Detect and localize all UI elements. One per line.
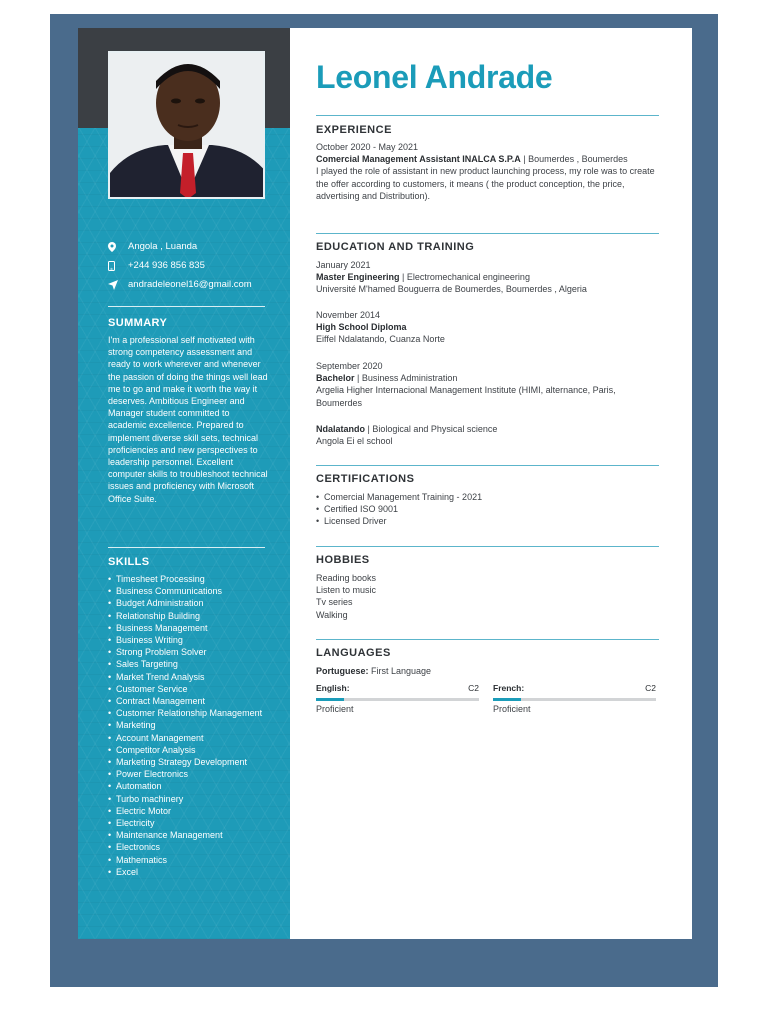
education-field: | Biological and Physical science xyxy=(365,424,498,434)
language-progress-bar xyxy=(493,698,656,701)
experience-role-line xyxy=(316,153,659,165)
section-divider xyxy=(316,465,659,466)
education-degree-line xyxy=(316,372,659,384)
native-language-value: First Language xyxy=(368,666,432,676)
language-progress-fill xyxy=(493,698,521,701)
section-divider xyxy=(316,233,659,234)
experience-description: I played the role of assistant in new product launching process, my role was to create the offer according to customers, it means ( the product conception, the price, advertising and Distribution). xyxy=(316,166,655,201)
native-language xyxy=(316,665,659,677)
experience-heading: EXPERIENCE xyxy=(316,124,392,136)
sidebar-divider xyxy=(108,547,265,548)
skill-item: • Competitor Analysis xyxy=(108,744,278,756)
skill-item: • Excel xyxy=(108,866,278,878)
skill-item: • Business Management xyxy=(108,622,278,634)
skill-item: • Business Communications xyxy=(108,585,278,597)
education-school: Argelia Higher Internacional Management Institute (HIMI, alternance, Paris, Boumerdes xyxy=(316,385,616,408)
education-date: September 2020 xyxy=(316,361,383,371)
skill-item: • Automation xyxy=(108,780,278,792)
education-entry xyxy=(316,360,659,409)
summary-heading: SUMMARY xyxy=(108,317,168,329)
language-code: C2 xyxy=(645,683,656,693)
language-code: C2 xyxy=(468,683,479,693)
skill-item: • Electronics xyxy=(108,841,278,853)
language-level: Proficient xyxy=(316,704,354,714)
education-degree-line xyxy=(316,321,659,333)
education-school: Eiffel Ndalatando, Cuanza Norte xyxy=(316,334,445,345)
language-progress-fill xyxy=(316,698,344,701)
education-entry xyxy=(316,259,659,296)
skill-item: • Mathematics xyxy=(108,854,278,866)
skill-item: • Timesheet Processing xyxy=(108,573,278,585)
experience-role: Comercial Management Assistant INALCA S.P.A xyxy=(316,154,521,165)
section-divider xyxy=(316,115,659,116)
education-date: November 2014 xyxy=(316,310,381,320)
skill-item: • Sales Targeting xyxy=(108,658,278,670)
skill-item: • Customer Service xyxy=(108,683,278,695)
education-heading: EDUCATION AND TRAINING xyxy=(316,241,475,253)
education-field: | Business Administration xyxy=(354,373,458,384)
education-field: | Electromechanical engineering xyxy=(399,272,530,283)
experience-entry xyxy=(316,141,659,202)
contact-location xyxy=(108,237,283,256)
contact-email-text[interactable]: andradeleonel16@gmail.com xyxy=(128,279,252,290)
certification-item: • Comercial Management Training - 2021 xyxy=(316,491,659,503)
contact-info xyxy=(108,237,283,294)
resume-page xyxy=(78,28,692,939)
language-name: English: xyxy=(316,683,350,693)
hobby-item: Walking xyxy=(316,609,348,620)
experience-location: | Boumerdes , Boumerdes xyxy=(520,154,628,165)
send-icon xyxy=(108,280,128,290)
skill-item: • Marketing xyxy=(108,719,278,731)
skill-item: • Maintenance Management xyxy=(108,829,278,841)
language-french xyxy=(493,683,656,714)
hobby-item: Listen to music xyxy=(316,585,377,596)
phone-icon xyxy=(108,261,128,271)
candidate-name: Leonel Andrade xyxy=(316,59,553,95)
hobby-item: Reading books xyxy=(316,573,377,583)
experience-date: October 2020 - May 2021 xyxy=(316,142,419,152)
skill-item: • Budget Administration xyxy=(108,597,278,609)
skill-item: • Market Trend Analysis xyxy=(108,671,278,683)
contact-email[interactable] xyxy=(108,275,283,294)
skill-item: • Account Management xyxy=(108,732,278,744)
certifications-heading: CERTIFICATIONS xyxy=(316,473,415,485)
skill-item: • Marketing Strategy Development xyxy=(108,756,278,768)
skill-item: • Contract Management xyxy=(108,695,278,707)
summary-text: I'm a professional self motivated with strong competency assessment and ready to work wherever and whenever the passion of doing the things well lead me to go and make it worth the way it deserves. Ambitious Engineer and Manager student committed to academic excellence. Prepared to implement diverse skill sets, technical proficiencies and new perspectives to leadership personnel. Excellent computer skills to troubleshoot technical issues and proficiency with Microsoft Office Suite. xyxy=(108,335,268,504)
profile-photo xyxy=(108,51,265,199)
hobbies-heading: HOBBIES xyxy=(316,554,370,566)
sidebar-divider xyxy=(108,306,265,307)
education-degree: Master Engineering xyxy=(316,272,400,283)
education-degree: Bachelor xyxy=(316,373,355,384)
education-date: January 2021 xyxy=(316,260,371,270)
language-level: Proficient xyxy=(493,704,531,714)
skill-item: • Customer Relationship Management xyxy=(108,707,278,719)
education-entry xyxy=(316,309,659,346)
education-degree-line xyxy=(316,423,659,435)
education-entry xyxy=(316,423,659,447)
contact-phone-text: +244 936 856 835 xyxy=(128,260,205,271)
skill-item: • Electricity xyxy=(108,817,278,829)
hobby-item: Tv series xyxy=(316,597,353,608)
skill-item: • Business Writing xyxy=(108,634,278,646)
languages-heading: LANGUAGES xyxy=(316,647,391,659)
certification-item: • Licensed Driver xyxy=(316,515,659,527)
contact-location-text: Angola , Luanda xyxy=(128,241,198,252)
skills-list xyxy=(108,573,278,878)
native-language-label: Portuguese: xyxy=(316,666,369,676)
education-school: Angola Ei el school xyxy=(316,436,393,447)
language-english xyxy=(316,683,479,714)
education-degree: High School Diploma xyxy=(316,322,407,333)
section-divider xyxy=(316,639,659,640)
certification-item: • Certified ISO 9001 xyxy=(316,503,659,515)
hobbies-list xyxy=(316,572,659,621)
skills-heading: SKILLS xyxy=(108,556,150,568)
skill-item: • Power Electronics xyxy=(108,768,278,780)
certifications-list xyxy=(316,491,659,528)
skill-item: • Strong Problem Solver xyxy=(108,646,278,658)
section-divider xyxy=(316,546,659,547)
language-progress-bar xyxy=(316,698,479,701)
language-name: French: xyxy=(493,683,525,693)
portrait-illustration xyxy=(110,53,265,199)
skill-item: • Electric Motor xyxy=(108,805,278,817)
skill-item: • Relationship Building xyxy=(108,610,278,622)
education-degree-line xyxy=(316,271,659,283)
contact-phone xyxy=(108,256,283,275)
skill-item: • Turbo machinery xyxy=(108,793,278,805)
sidebar xyxy=(78,28,290,939)
education-school: Université M'hamed Bouguerra de Boumerdes, Boumerdes , Algeria xyxy=(316,284,587,295)
location-pin-icon xyxy=(108,242,128,252)
education-degree: Ndalatando xyxy=(316,424,366,434)
